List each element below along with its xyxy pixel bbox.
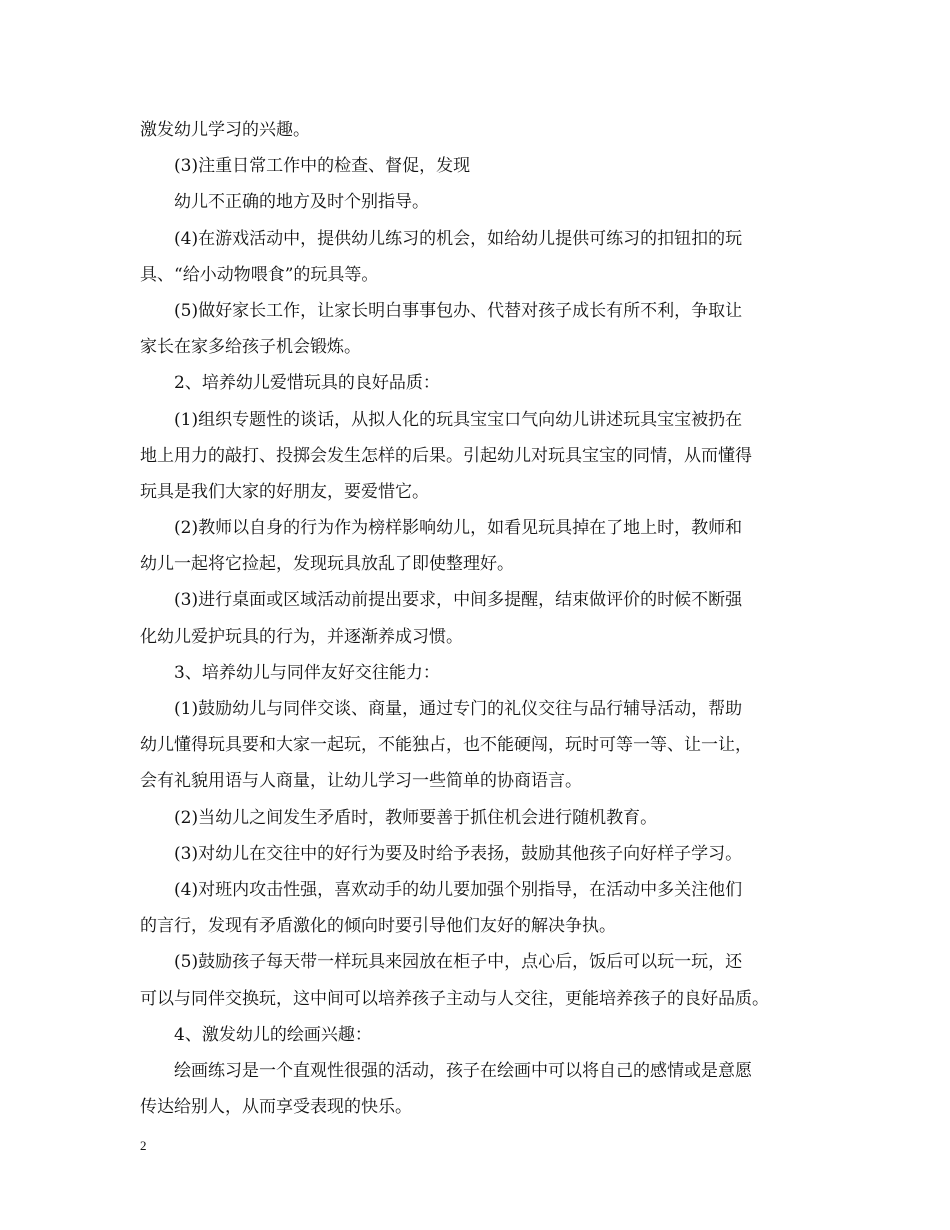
text-line: (4)在游戏活动中，提供幼儿练习的机会，如给幼儿提供可练习的扣钮扣的玩 (174, 228, 743, 249)
text-line: (4)对班内攻击性强，喜欢动手的幼儿要加强个别指导，在活动中多关注他们 (174, 879, 743, 900)
text-line: 玩具是我们大家的好朋友，要爱惜它。 (140, 481, 429, 502)
text-line: (2)当幼儿之间发生矛盾时，教师要善于抓住机会进行随机教育。 (174, 807, 658, 828)
text-line: 3、培养幼儿与同伴友好交往能力： (174, 662, 440, 683)
text-line: (2)教师以自身的行为作为榜样影响幼儿，如看见玩具掉在了地上时，教师和 (174, 518, 743, 539)
text-line: 幼儿不正确的地方及时个别指导。 (174, 192, 429, 213)
text-line: 家长在家多给孩子机会锻炼。 (140, 337, 361, 358)
text-line: (5)鼓励孩子每天带一样玩具来园放在柜子中，点心后，饭后可以玩一玩，还 (174, 952, 743, 973)
text-line: 幼儿一起将它捡起，发现玩具放乱了即使整理好。 (140, 554, 514, 575)
text-line: (3)注重日常工作中的检查、督促，发现 (174, 156, 471, 177)
text-line: (5)做好家长工作，让家长明白事事包办、代替对孩子成长有所不利，争取让 (174, 300, 743, 321)
text-line: (1)鼓励幼儿与同伴交谈、商量，通过专门的礼仪交往与品行辅导活动，帮助 (174, 699, 743, 719)
text-line: 地上用力的敲打、投掷会发生怎样的后果。引起幼儿对玩具宝宝的同情，从而懂得 (140, 445, 752, 466)
text-line: 绘画练习是一个直观性很强的活动，孩子在绘画中可以将自己的感情或是意愿 (174, 1060, 752, 1081)
text-line: 化幼儿爱护玩具的行为，并逐渐养成习惯。 (140, 626, 463, 647)
text-line: 传达给别人，从而享受表现的快乐。 (140, 1097, 412, 1118)
text-line: (3)对幼儿在交往中的好行为要及时给予表扬，鼓励其他孩子向好样子学习。 (174, 843, 743, 864)
text-line: 可以与同伴交换玩，这中间可以培养孩子主动与人交往，更能培养孩子的良好品质。 (140, 988, 769, 1009)
document-body (140, 112, 820, 1125)
text-line: 具、“给小动物喂食”的玩具等。 (140, 264, 379, 285)
text-line: (3)进行桌面或区域活动前提出要求，中间多提醒，结束做评价的时候不断强 (174, 590, 743, 611)
text-line: 2、培养幼儿爱惜玩具的良好品质： (174, 373, 440, 394)
text-line: 会有礼貌用语与人商量，让幼儿学习一些简单的协商语言。 (140, 771, 582, 792)
text-line: (1)组织专题性的谈话，从拟人化的玩具宝宝口气向幼儿讲述玩具宝宝被扔在 (174, 409, 743, 430)
text-line: 4、激发幼儿的绘画兴趣： (174, 1024, 372, 1045)
text-line: 幼儿懂得玩具要和大家一起玩，不能独占，也不能硬闯，玩时可等一等、让一让， (140, 735, 752, 756)
page-number: 2 (140, 1138, 147, 1153)
text-line: 的言行，发现有矛盾激化的倾向时要引导他们友好的解决争执。 (140, 916, 616, 937)
text-line: 激发幼儿学习的兴趣。 (140, 120, 310, 140)
